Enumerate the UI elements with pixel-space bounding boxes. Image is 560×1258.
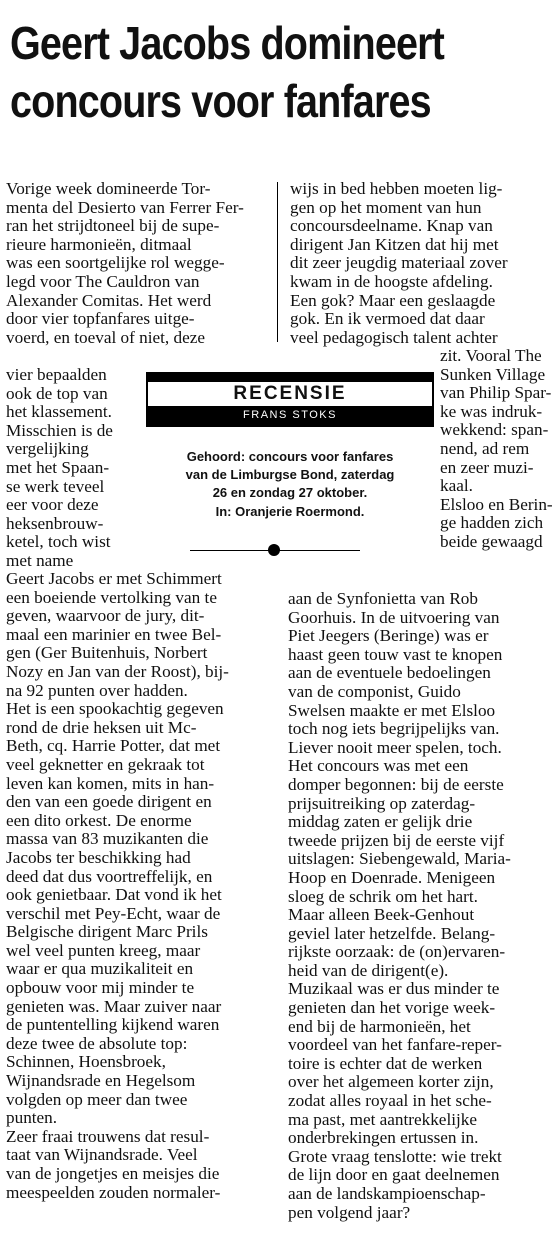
article-col1-top: Vorige week domineerde Tor- menta del Desierto van Ferrer Fer- ran het strijdtoneel bij de supe- rieure harmonieën, ditmaal was een soortgelijke rol wegge- legd voor The Cauldron van Alexander Comitas. Het werd door vier topfanfares uitge- voerd, en toeval of niet, deze xyxy=(6,179,244,347)
headline-line-2: concours voor fanfares xyxy=(10,75,431,127)
review-badge xyxy=(146,372,434,427)
review-info-line: van de Limburgse Bond, zaterdag xyxy=(185,467,395,483)
headline xyxy=(10,14,474,130)
article-col2-narrow: zit. Vooral The Sunken Village van Philip Spar- ke was indruk- wekkend: span- nend, ad rem en zeer muzi- kaal. Elsloo en Berin- ge hadden zich beide gewaagd xyxy=(440,346,553,551)
article-col1-narrow: vier bepaalden ook de top van het klassement. Misschien is de vergelijking met het Spaan- se werk teveel eer voor deze heksenbrouw- ketel, toch wist met name xyxy=(6,365,113,570)
review-rule-dot xyxy=(268,544,280,556)
review-info-line: 26 en zondag 27 oktober. xyxy=(212,485,368,501)
review-info-line: In: Oranjerie Roermond. xyxy=(215,503,365,519)
article-col2-top: wijs in bed hebben moeten lig- gen op het moment van hun concoursdeelname. Knap van dirigent Jan Kitzen dat hij met dit zeer jeugdig materiaal zover kwam in de hoogste afdeling. Een gok? Maar een geslaagde gok. En ik vermoed dat daar veel pedagogisch talent achter xyxy=(290,179,508,347)
review-info xyxy=(146,448,434,521)
article-col2-bottom: aan de Synfonietta van Rob Goorhuis. In de uitvoering van Piet Jeegers (Beringe) was er haast geen touw vast te knopen aan de eventuele bedoelingen van de componist, Guido Swelsen maakte er met Elsloo toch nog iets begrijpelijks van. Liever nooit meer spelen, toch. Het concours was met een domper begonnen: bij de eerste prijsuitreiking op zaterdag- middag zaten er gelijk drie tweede prijzen bij de eerste vijf uitslagen: Siebengewald, Maria- Hoop en Doenrade. Menigeen sloeg de schrik om het hart. Maar alleen Beek-Genhout geviel later hetzelfde. Belang- rijkste oorzaak: de (on)ervaren- heid van de dirigent(e). Muzikaal was er dus minder te genieten dan het vorige week- end bij de harmonieën, het voordeel van het fanfare-reper- toire is echter dat de werken over het algemeen korter zijn, zodat alles royaal in het sche- ma past, met aantrekkelijke onderbrekingen ertussen in. Grote vraag tenslotte: wie trekt de lijn door en gaat deelnemen aan de landskampioenschap- pen volgend jaar? xyxy=(288,589,511,1222)
review-author: FRANS STOKS xyxy=(243,409,337,421)
column-divider xyxy=(277,182,278,342)
article-col1-bottom: Geert Jacobs er met Schimmert een boeiende vertolking van te geven, waarvoor de jury, dit- maal een marinier en twee Bel- gen (Ger Buitenhuis, Norbert Nozy en Jan van der Roost), bij- na 92 punten over hadden. Het is een spookachtig gegeven rond de drie heksen uit Mc- Beth, cq. Harrie Potter, dat met veel geknetter en gekraak tot leven kan komen, mits in han- den van een goede dirigent en een dito orkest. De enorme massa van 83 muzikanten die Jacobs ter beschikking had deed dat dus voortreffelijk, en ook genietbaar. Dat vond ik het verschil met Pey-Echt, waar de Belgische dirigent Marc Prils wel veel punten kreeg, maar waar er qua muzikaliteit en opbouw voor mij minder te genieten was. Maar zuiver naar de puntentelling kijkend waren deze twee de absolute top: Schinnen, Hoensbroek, Wijnandsrade en Hegelsom volgden op meer dan twee punten. Zeer fraai trouwens dat resul- taat van Wijnandsrade. Veel van de jongetjes en meisjes die meespeelden zouden normaler- xyxy=(6,569,229,1202)
review-badge-title: RECENSIE xyxy=(148,382,432,406)
review-info-line: Gehoord: concours voor fanfares xyxy=(186,449,394,464)
headline-line-1: Geert Jacobs domineert xyxy=(10,17,444,69)
